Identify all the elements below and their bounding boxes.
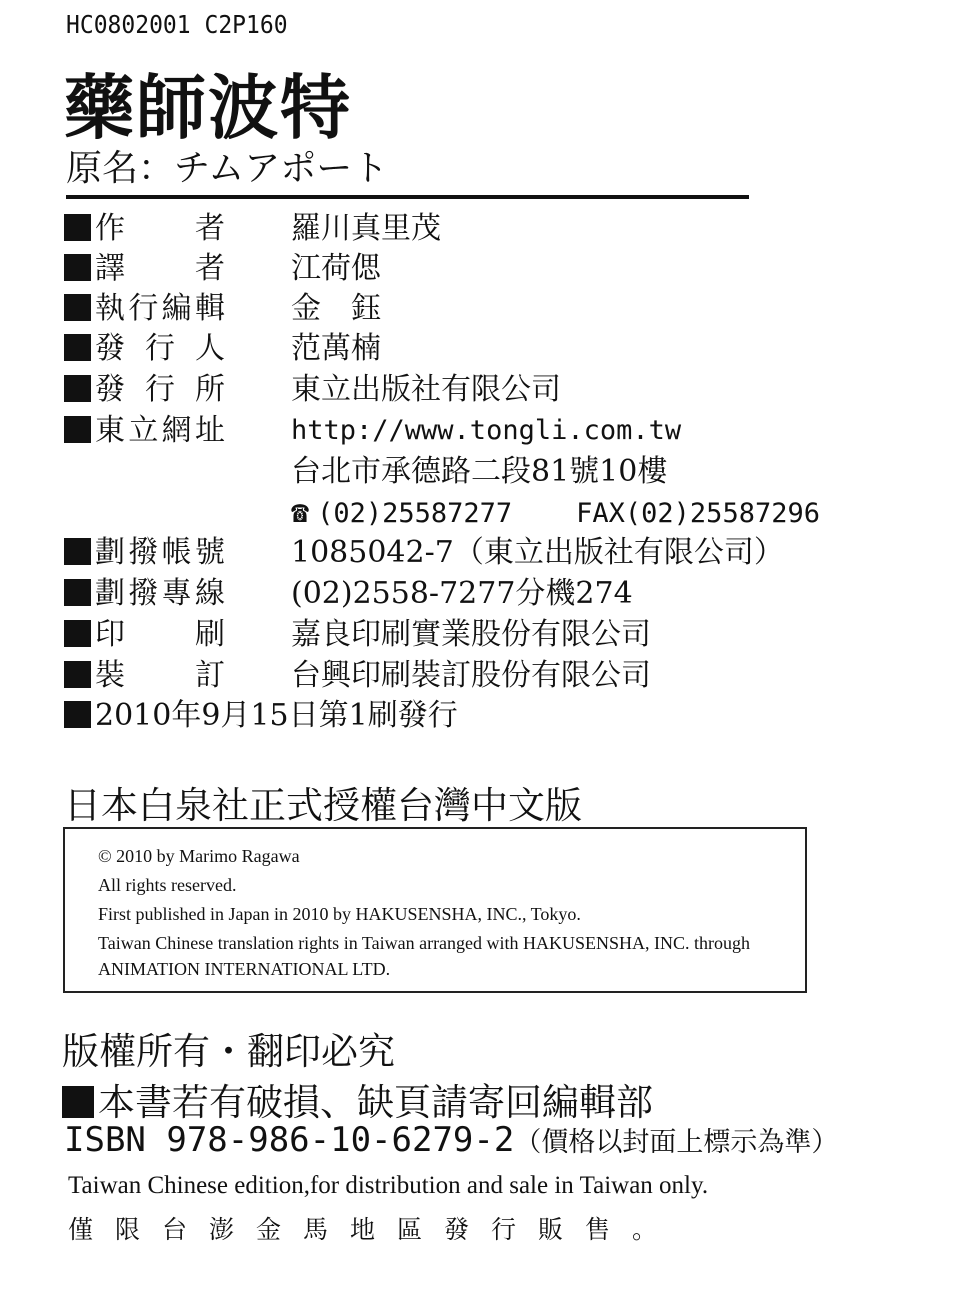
copyright-line: First published in Japan in 2010 by HAKUSENSHA, INC., Tokyo.: [98, 904, 581, 924]
rights-notice: 版權所有・翻印必究: [62, 1030, 395, 1073]
credit-label: 發行人: [95, 331, 225, 366]
copyright-line: ANIMATION INTERNATIONAL LTD.: [98, 959, 391, 979]
bullet-square: [62, 1086, 94, 1118]
credit-row: [64, 370, 561, 410]
bullet-square: [64, 661, 91, 688]
credit-value: 台興印刷裝訂股份有限公司: [291, 658, 651, 693]
bullet-square: [64, 416, 91, 443]
copyright-line: Taiwan Chinese translation rights in Taiwan arranged with HAKUSENSHA, INC. through: [98, 933, 751, 953]
credit-row: [64, 289, 381, 329]
price-note: （價格以封面上標示為準）: [514, 1127, 839, 1158]
bullet-square: [64, 214, 91, 241]
credit-value: 江荷偲: [291, 251, 381, 286]
credit-label: 執行編輯: [95, 291, 225, 326]
print-date-row: [64, 696, 458, 736]
credit-value: 羅川真里茂: [291, 211, 441, 246]
bullet-square: [64, 701, 91, 728]
credit-row: [64, 574, 633, 614]
credit-label: 譯 者: [95, 251, 225, 286]
bullet-square: [64, 294, 91, 321]
credit-label: 印 刷: [95, 617, 225, 652]
address: 台北市承德路二段81號10樓: [291, 454, 668, 489]
credit-row: [64, 249, 381, 289]
credit-row: [64, 329, 381, 369]
credit-value: (02)2558-7277分機274: [291, 576, 633, 611]
book-title: 藥師波特: [64, 66, 352, 149]
bullet-square: [64, 579, 91, 606]
copyright-line: All rights reserved.: [98, 875, 237, 895]
website-url[interactable]: http://www.tongli.com.tw: [291, 415, 682, 446]
bullet-square: [64, 334, 91, 361]
credit-label: 作 者: [95, 211, 225, 246]
region-note: 僅限台澎金馬地區發行販售。: [68, 1215, 680, 1244]
credit-label: 裝 訂: [95, 658, 225, 693]
telephone-icon: ☎: [291, 495, 310, 530]
credit-value: 金 鈺: [291, 291, 381, 326]
damage-notice: 本書若有破損、缺頁請寄回編輯部: [98, 1081, 653, 1124]
book-code: HC0802001 C2P160: [66, 10, 288, 39]
phone-number: (02)25587277: [317, 498, 513, 529]
bullet-square: [64, 620, 91, 647]
credit-label: 東立網址: [95, 413, 225, 448]
divider-rule: [66, 195, 749, 199]
credit-value: 1085042-7（東立出版社有限公司）: [291, 535, 784, 570]
damage-notice-row: [62, 1072, 653, 1126]
authorization-notice: 日本白泉社正式授權台灣中文版: [64, 784, 582, 827]
credit-label: 劃撥帳號: [95, 535, 225, 570]
credit-row: [64, 411, 682, 451]
bullet-square: [64, 538, 91, 565]
credit-row: [64, 615, 651, 655]
isbn-row: [64, 1120, 838, 1160]
credit-row: [64, 533, 784, 573]
copyright-line: © 2010 by Marimo Ragawa: [98, 846, 300, 866]
credit-label: 劃撥專線: [95, 576, 225, 611]
print-date: 2010年9月15日第1刷發行: [95, 698, 458, 733]
edition-note: Taiwan Chinese edition,for distribution and sale in Taiwan only.: [68, 1172, 709, 1199]
bullet-square: [64, 254, 91, 281]
credit-row: [64, 209, 441, 249]
fax-number: FAX(02)25587296: [576, 498, 820, 529]
contact-numbers: [291, 493, 820, 534]
credit-value: 范萬楠: [291, 331, 381, 366]
isbn: ISBN 978-986-10-6279-2: [64, 1120, 515, 1160]
credit-label: 發行所: [95, 372, 225, 407]
bullet-square: [64, 375, 91, 402]
credit-value: 東立出版社有限公司: [291, 372, 561, 407]
copyright-box: [63, 827, 807, 993]
original-title: 原名：チムアポート: [66, 148, 389, 189]
credit-value: 嘉良印刷實業股份有限公司: [291, 617, 651, 652]
credit-row: [64, 656, 651, 696]
